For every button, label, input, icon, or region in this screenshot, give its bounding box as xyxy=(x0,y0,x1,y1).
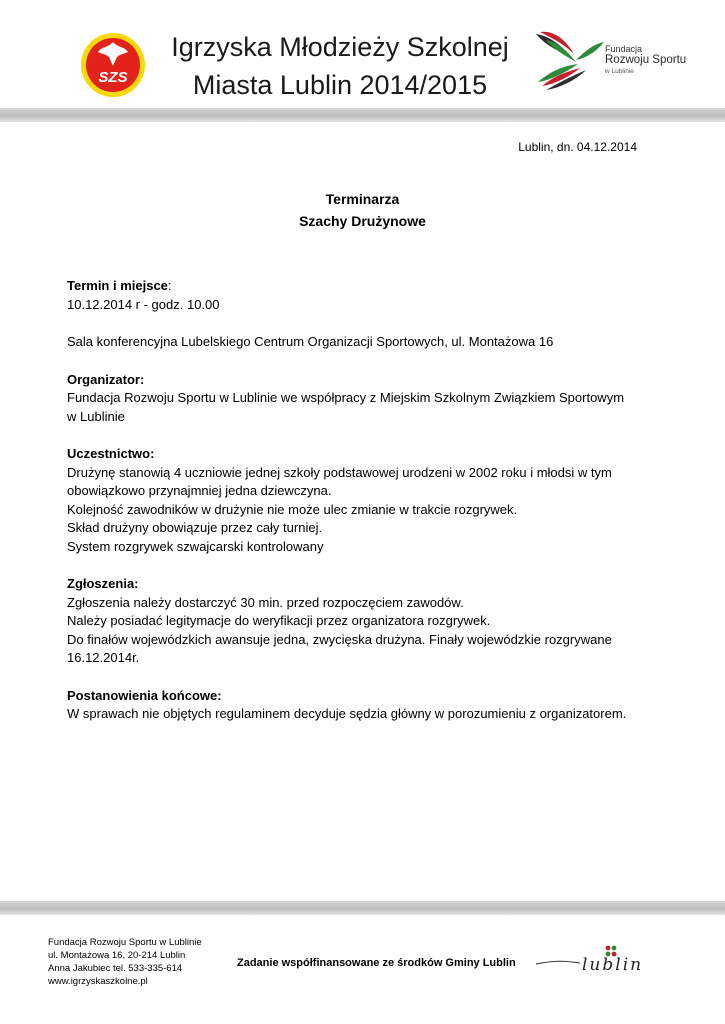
section-uczestnictwo xyxy=(67,445,647,556)
page-title xyxy=(160,28,520,104)
header-divider xyxy=(0,108,725,122)
section-line: Skład drużyny obowiązuje przez cały turniej. xyxy=(67,520,323,535)
foundation-name xyxy=(605,44,686,77)
footer-divider xyxy=(0,901,725,915)
section-line: Należy posiadać legitymacje do weryfikacji przez organizatora rozgrywek. xyxy=(67,613,491,628)
title-line-1: Igrzyska Młodzieży Szkolnej xyxy=(171,32,509,62)
foundation-line-1: Fundacja xyxy=(605,44,643,54)
funding-note: Zadanie współfinansowane ze środków Gminy Lublin xyxy=(237,957,516,969)
section-line: Zgłoszenia należy dostarczyć 30 min. przed rozpoczęciem zawodów. xyxy=(67,594,464,610)
section-line: Sala konferencyjna Lubelskiego Centrum Organizacji Sportowych, ul. Montażowa 16 xyxy=(67,334,554,349)
section-line: w Lublinie xyxy=(67,408,125,424)
section-line: 10.12.2014 r - godz. 10.00 xyxy=(67,296,220,312)
section-line: Drużynę stanowią 4 uczniowie jednej szkoły podstawowej urodzeni w 2002 roku i młodsi w tym xyxy=(67,464,612,480)
footer-address xyxy=(48,936,202,988)
section-place xyxy=(67,333,647,352)
document-body xyxy=(67,277,647,743)
document-date: Lublin, dn. 04.12.2014 xyxy=(518,140,637,154)
document-title: Terminarza xyxy=(325,191,400,207)
section-line: Kolejność zawodników w drużynie nie może ulec zmianie w trakcie rozgrywek. xyxy=(67,501,518,517)
section-heading: Zgłoszenia: xyxy=(67,576,139,591)
footer-line: Fundacja Rozwoju Sportu w Lublinie xyxy=(48,937,202,948)
foundation-leaves-logo xyxy=(532,26,607,94)
footer-line: ul. Montażowa 16, 20-214 Lublin xyxy=(48,950,186,961)
section-line: obowiązkowo przynajmniej jedna dziewczyna. xyxy=(67,483,332,498)
title-line-2: Miasta Lublin 2014/2015 xyxy=(192,70,488,100)
footer-line: Anna Jakubiec tel. 533-335-614 xyxy=(48,963,183,974)
foundation-line-3: w Lublinie xyxy=(605,68,634,75)
document-subtitle: Szachy Drużynowe xyxy=(299,213,426,229)
lublin-city-logo xyxy=(536,940,644,980)
section-heading: Uczestnictwo: xyxy=(67,446,155,461)
heading-colon: : xyxy=(167,278,172,293)
footer-website: www.igrzyskaszkolne.pl xyxy=(48,976,148,987)
foundation-line-2: Rozwoju Sportu xyxy=(605,54,687,66)
section-zgloszenia xyxy=(67,575,647,668)
section-termin xyxy=(67,277,647,314)
section-line: W sprawach nie objętych regulaminem decyduje sędzia główny w porozumieniu z organizatorem. xyxy=(67,706,627,721)
section-heading: Organizator: xyxy=(67,371,145,387)
page-header xyxy=(0,0,725,125)
section-line: System rozgrywek szwajcarski kontrolowany xyxy=(67,538,324,554)
section-line: Do finałów wojewódzkich awansuje jedna, zwycięska drużyna. Finały wojewódzkie rozgrywane xyxy=(67,631,612,647)
section-organizator xyxy=(67,371,647,427)
szs-logo-text: SZS xyxy=(98,69,128,86)
section-heading: Postanowienia końcowe: xyxy=(67,687,222,703)
section-heading: Termin i miejsce xyxy=(67,278,168,293)
szs-logo xyxy=(80,32,146,98)
section-line: Fundacja Rozwoju Sportu w Lublinie we współpracy z Miejskim Szkolnym Związkiem Sportowym xyxy=(67,390,625,405)
section-postanowienia xyxy=(67,687,647,724)
lublin-logo-text: lublin xyxy=(582,955,644,975)
section-line: 16.12.2014r. xyxy=(67,650,140,665)
